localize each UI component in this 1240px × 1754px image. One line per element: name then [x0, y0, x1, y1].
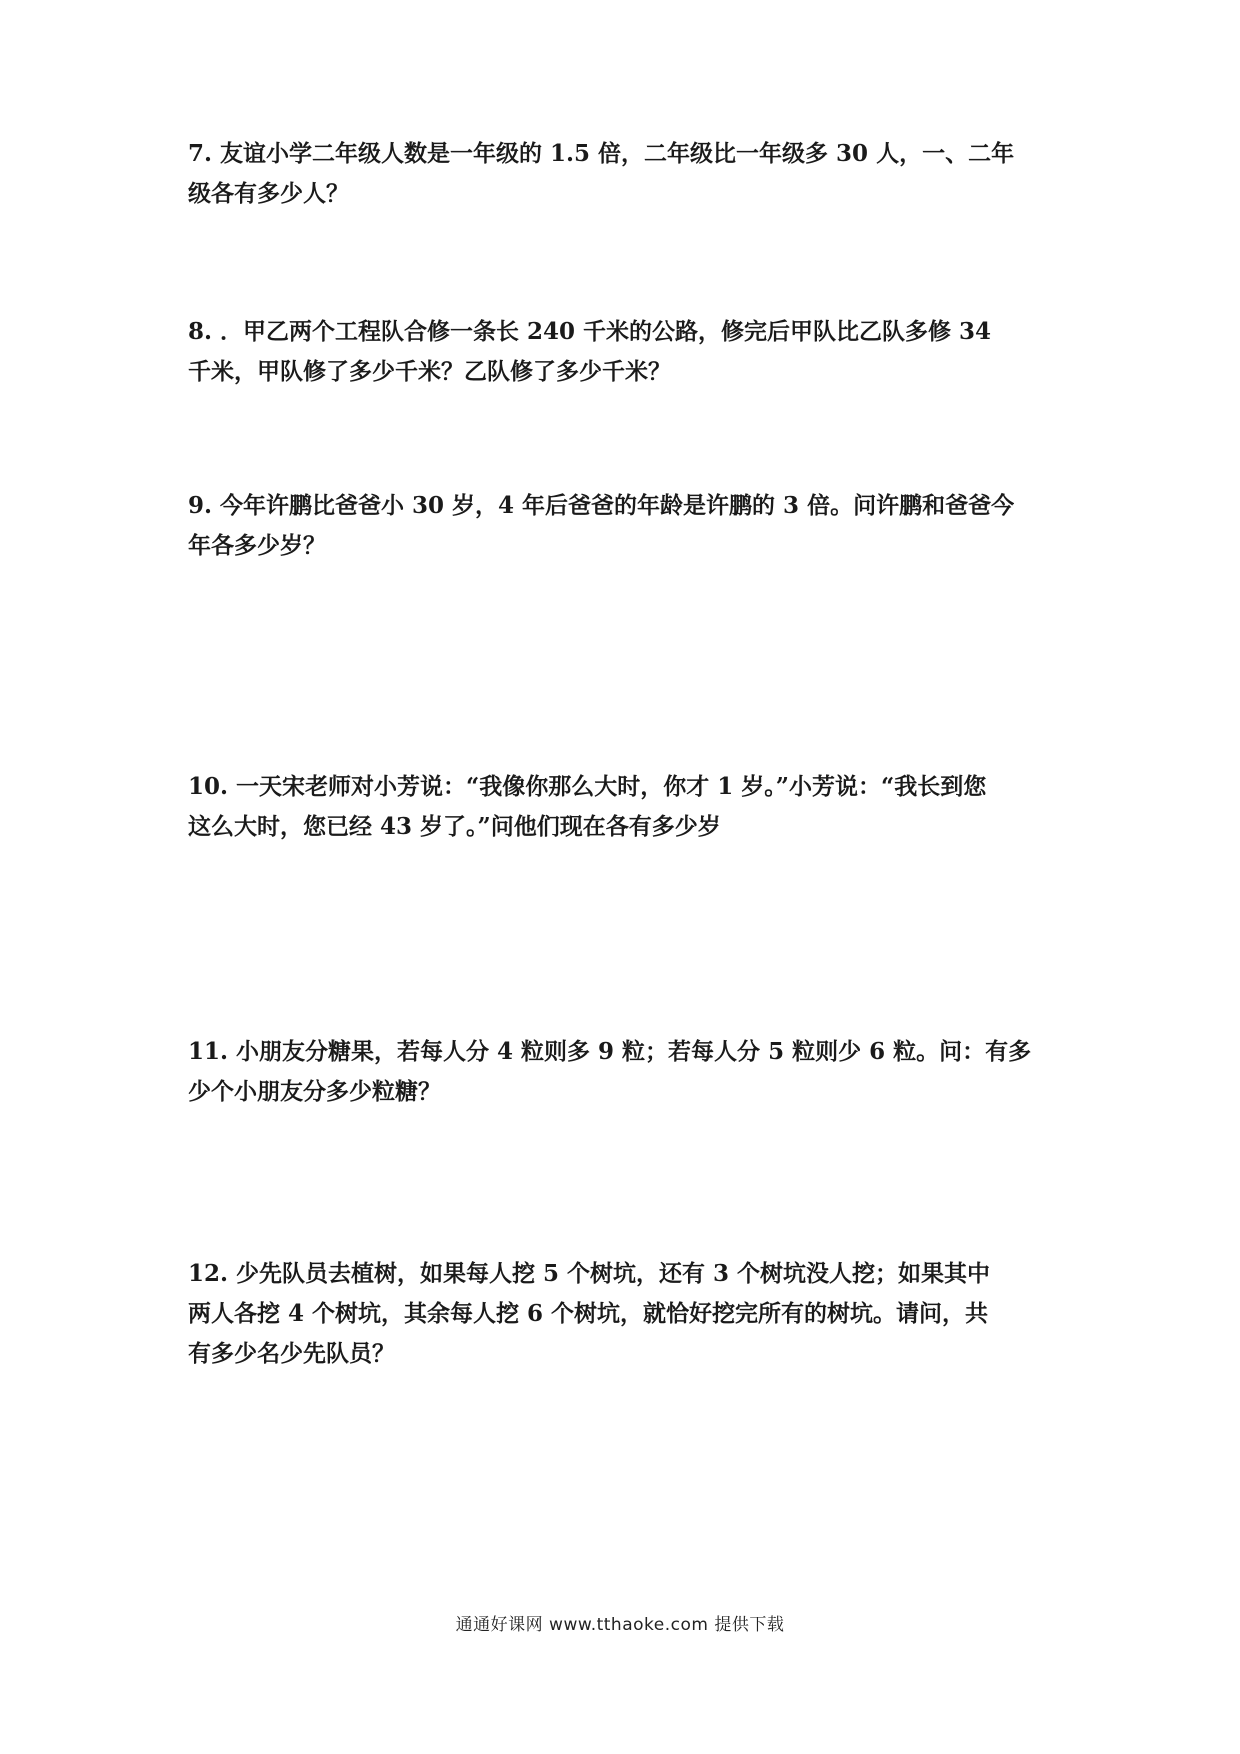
problem-line: 有多少名少先队员？	[188, 1340, 395, 1367]
problem-line: 千米，甲队修了多少千米？乙队修了多少千米？	[188, 358, 671, 385]
problem-line: 年各多少岁？	[188, 532, 326, 559]
problem-line: 少个小朋友分多少粒糖？	[188, 1078, 441, 1105]
problem-9	[188, 486, 1056, 566]
problem-line: 10. 一天宋老师对小芳说：“我像你那么大时，你才 1 岁。”小芳说：“我长到您	[188, 773, 987, 800]
problem-10	[188, 767, 1056, 847]
problem-line: 11. 小朋友分糖果，若每人分 4 粒则多 9 粒；若每人分 5 粒则少 6 粒。问：有多	[188, 1038, 1032, 1065]
problem-12	[188, 1254, 1056, 1374]
problem-line: 这么大时，您已经 43 岁了。”问他们现在各有多少岁	[188, 813, 721, 840]
problem-line: 级各有多少人？	[188, 180, 349, 207]
problem-8	[188, 312, 1056, 392]
problem-line: 12. 少先队员去植树，如果每人挖 5 个树坑，还有 3 个树坑没人挖；如果其中	[188, 1260, 991, 1287]
problem-line: 两人各挖 4 个树坑，其余每人挖 6 个树坑，就恰好挖完所有的树坑。请问，共	[188, 1300, 989, 1327]
problem-7	[188, 134, 1056, 214]
problem-line: 7. 友谊小学二年级人数是一年级的 1.5 倍，二年级比一年级多 30 人，一、二年	[188, 140, 1015, 167]
footer-source: 通通好课网 www.tthaoke.com 提供下载	[455, 1615, 785, 1635]
problem-line: 9. 今年许鹏比爸爸小 30 岁，4 年后爸爸的年龄是许鹏的 3 倍。问许鹏和爸爸今	[188, 492, 1015, 519]
problem-line: 8. ．甲乙两个工程队合修一条长 240 千米的公路，修完后甲队比乙队多修 34	[188, 318, 992, 345]
problem-11	[188, 1032, 1056, 1112]
